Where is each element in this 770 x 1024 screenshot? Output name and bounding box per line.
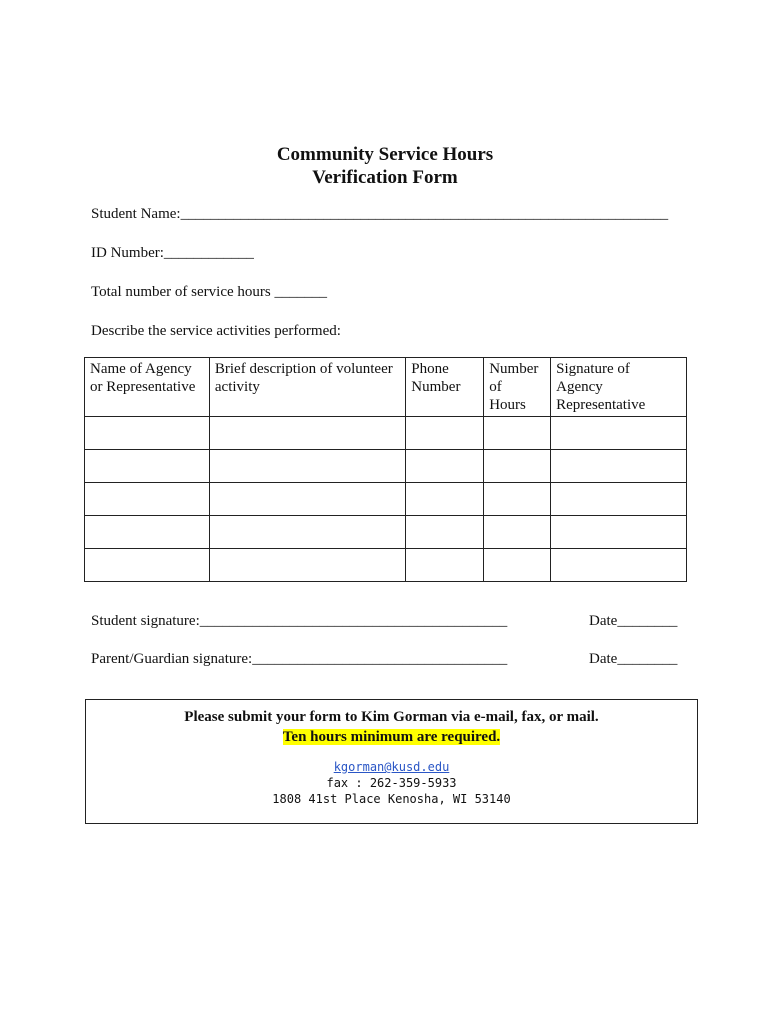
table-cell[interactable]	[406, 417, 484, 450]
table-cell[interactable]	[484, 450, 551, 483]
table-cell[interactable]	[209, 450, 405, 483]
header-agency: Name of Agency or Representative	[85, 358, 210, 417]
form-title-line-1: Community Service Hours	[276, 144, 494, 165]
table-cell[interactable]	[484, 417, 551, 450]
table-cell[interactable]	[209, 549, 405, 582]
table-cell[interactable]	[406, 516, 484, 549]
table-cell[interactable]	[209, 417, 405, 450]
table-cell[interactable]	[85, 516, 210, 549]
minimum-hours-highlight: Ten hours minimum are required.	[282, 729, 501, 745]
student-signature-field[interactable]: Student signature:_________________________________________	[91, 613, 508, 629]
form-title	[0, 143, 770, 189]
student-date-field[interactable]: Date________	[589, 613, 678, 629]
submit-instructions: Please submit your form to Kim Gorman via e-mail, fax, or mail.	[184, 709, 599, 725]
table-row	[85, 483, 687, 516]
table-cell[interactable]	[209, 483, 405, 516]
table-header-row	[85, 358, 687, 417]
parent-date-field[interactable]: Date________	[589, 651, 678, 667]
fax-number: fax : 262-359-5933	[326, 776, 457, 790]
table-cell[interactable]	[85, 450, 210, 483]
table-cell[interactable]	[85, 549, 210, 582]
student-name-field[interactable]: Student Name:_________________________________________________________________	[91, 206, 669, 222]
mailing-address: 1808 41st Place Kenosha, WI 53140	[272, 792, 511, 806]
total-hours-field[interactable]: Total number of service hours _______	[91, 284, 327, 300]
table-cell[interactable]	[209, 516, 405, 549]
table-cell[interactable]	[551, 549, 687, 582]
table-row	[85, 417, 687, 450]
table-cell[interactable]	[85, 483, 210, 516]
service-activities-table	[84, 357, 687, 582]
header-signature: Signature of Agency Representative	[551, 358, 687, 417]
form-title-line-2: Verification Form	[312, 167, 458, 188]
table-cell[interactable]	[484, 549, 551, 582]
header-hours: Number of Hours	[484, 358, 551, 417]
table-row	[85, 516, 687, 549]
submission-notice-box	[85, 699, 698, 824]
table-cell[interactable]	[551, 483, 687, 516]
table-row	[85, 549, 687, 582]
table-cell[interactable]	[551, 450, 687, 483]
table-cell[interactable]	[484, 483, 551, 516]
table-cell[interactable]	[484, 516, 551, 549]
table-cell[interactable]	[406, 483, 484, 516]
table-row	[85, 450, 687, 483]
email-link[interactable]: kgorman@kusd.edu	[333, 760, 450, 774]
describe-label: Describe the service activities performed:	[91, 323, 341, 339]
header-description: Brief description of volunteer activity	[209, 358, 405, 417]
table-cell[interactable]	[406, 549, 484, 582]
header-phone: Phone Number	[406, 358, 484, 417]
table-cell[interactable]	[85, 417, 210, 450]
table-cell[interactable]	[551, 417, 687, 450]
parent-signature-field[interactable]: Parent/Guardian signature:__________________________________	[91, 651, 508, 667]
table-cell[interactable]	[406, 450, 484, 483]
id-number-field[interactable]: ID Number:____________	[91, 245, 254, 261]
table-cell[interactable]	[551, 516, 687, 549]
